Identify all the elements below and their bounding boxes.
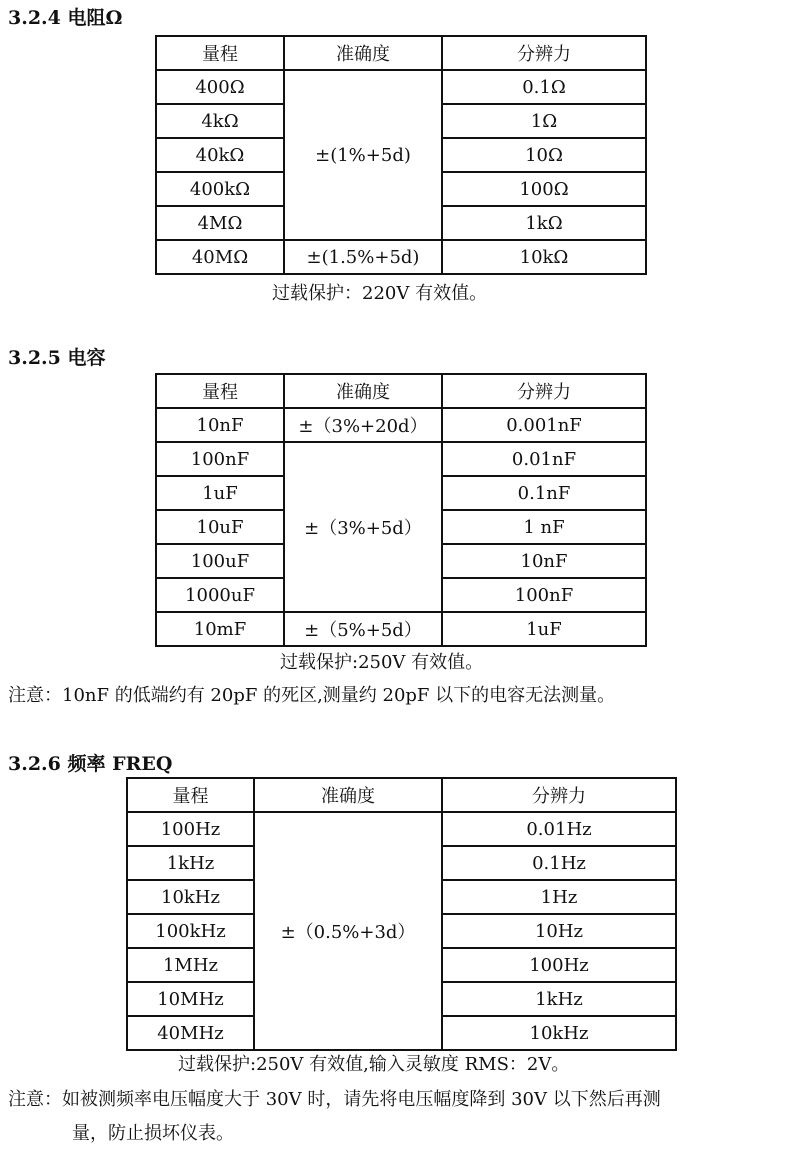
header-range: 量程: [156, 36, 284, 70]
header-resolution: 分辨力: [442, 374, 646, 408]
table-header-row: [156, 374, 646, 408]
resolution-cell: 1Hz: [442, 880, 676, 914]
range-cell: 400kΩ: [156, 172, 284, 206]
range-cell: 4kΩ: [156, 104, 284, 138]
accuracy-cell: ±（3%+5d）: [284, 442, 442, 612]
resistance-heading: 3.2.4 电阻Ω: [8, 7, 123, 29]
resolution-cell: 1uF: [442, 612, 646, 646]
resolution-cell: 1kΩ: [442, 206, 646, 240]
resolution-cell: 0.1nF: [442, 476, 646, 510]
resolution-cell: 0.01Hz: [442, 812, 676, 846]
frequency-heading: 3.2.6 频率 FREQ: [8, 753, 173, 775]
resolution-cell: 1Ω: [442, 104, 646, 138]
table-row: [156, 442, 646, 476]
range-cell: 10MHz: [127, 982, 254, 1016]
resolution-cell: 0.1Ω: [442, 70, 646, 104]
range-cell: 40MΩ: [156, 240, 284, 274]
resolution-cell: 1 nF: [442, 510, 646, 544]
table-header-row: [156, 36, 646, 70]
frequency-note-line1: 注意：如被测频率电压幅度大于 30V 时，请先将电压幅度降到 30V 以下然后再测: [8, 1089, 661, 1110]
accuracy-cell: ±(1%+5d): [284, 70, 442, 240]
range-cell: 100kHz: [127, 914, 254, 948]
range-cell: 1000uF: [156, 578, 284, 612]
range-cell: 40MHz: [127, 1016, 254, 1050]
accuracy-cell: ±（0.5%+3d）: [254, 812, 442, 1050]
range-cell: 100uF: [156, 544, 284, 578]
resistance-table: [155, 35, 647, 275]
table-row: [127, 812, 676, 846]
header-resolution: 分辨力: [442, 778, 676, 812]
frequency-note-line2: 量，防止损坏仪表。: [72, 1123, 234, 1144]
resolution-cell: 10kΩ: [442, 240, 646, 274]
resolution-cell: 1kHz: [442, 982, 676, 1016]
resistance-caption: 过载保护：220V 有效值。: [272, 283, 488, 304]
range-cell: 100nF: [156, 442, 284, 476]
table-row: [156, 408, 646, 442]
resolution-cell: 10kHz: [442, 1016, 676, 1050]
table-header-row: [127, 778, 676, 812]
table-row: [156, 70, 646, 104]
range-cell: 10mF: [156, 612, 284, 646]
range-cell: 1uF: [156, 476, 284, 510]
resolution-cell: 100Ω: [442, 172, 646, 206]
table-row: [156, 612, 646, 646]
capacitance-note: 注意：10nF 的低端约有 20pF 的死区,测量约 20pF 以下的电容无法测量。: [8, 685, 616, 706]
range-cell: 10uF: [156, 510, 284, 544]
header-accuracy: 准确度: [284, 36, 442, 70]
range-cell: 10kHz: [127, 880, 254, 914]
resolution-cell: 10Hz: [442, 914, 676, 948]
resolution-cell: 100Hz: [442, 948, 676, 982]
capacitance-caption: 过载保护:250V 有效值。: [280, 652, 484, 673]
header-accuracy: 准确度: [284, 374, 442, 408]
accuracy-cell: ±（5%+5d）: [284, 612, 442, 646]
resolution-cell: 10nF: [442, 544, 646, 578]
range-cell: 10nF: [156, 408, 284, 442]
resolution-cell: 0.1Hz: [442, 846, 676, 880]
header-range: 量程: [127, 778, 254, 812]
header-range: 量程: [156, 374, 284, 408]
resolution-cell: 100nF: [442, 578, 646, 612]
frequency-caption: 过载保护:250V 有效值,输入灵敏度 RMS：2V。: [178, 1054, 570, 1075]
resolution-cell: 0.01nF: [442, 442, 646, 476]
resolution-cell: 0.001nF: [442, 408, 646, 442]
range-cell: 40kΩ: [156, 138, 284, 172]
accuracy-cell: ±(1.5%+5d): [284, 240, 442, 274]
header-resolution: 分辨力: [442, 36, 646, 70]
range-cell: 1kHz: [127, 846, 254, 880]
capacitance-table: [155, 373, 647, 647]
range-cell: 4MΩ: [156, 206, 284, 240]
header-accuracy: 准确度: [254, 778, 442, 812]
capacitance-heading: 3.2.5 电容: [8, 347, 106, 369]
range-cell: 1MHz: [127, 948, 254, 982]
accuracy-cell: ±（3%+20d）: [284, 408, 442, 442]
resolution-cell: 10Ω: [442, 138, 646, 172]
table-row: [156, 240, 646, 274]
range-cell: 400Ω: [156, 70, 284, 104]
frequency-table: [126, 777, 677, 1051]
range-cell: 100Hz: [127, 812, 254, 846]
